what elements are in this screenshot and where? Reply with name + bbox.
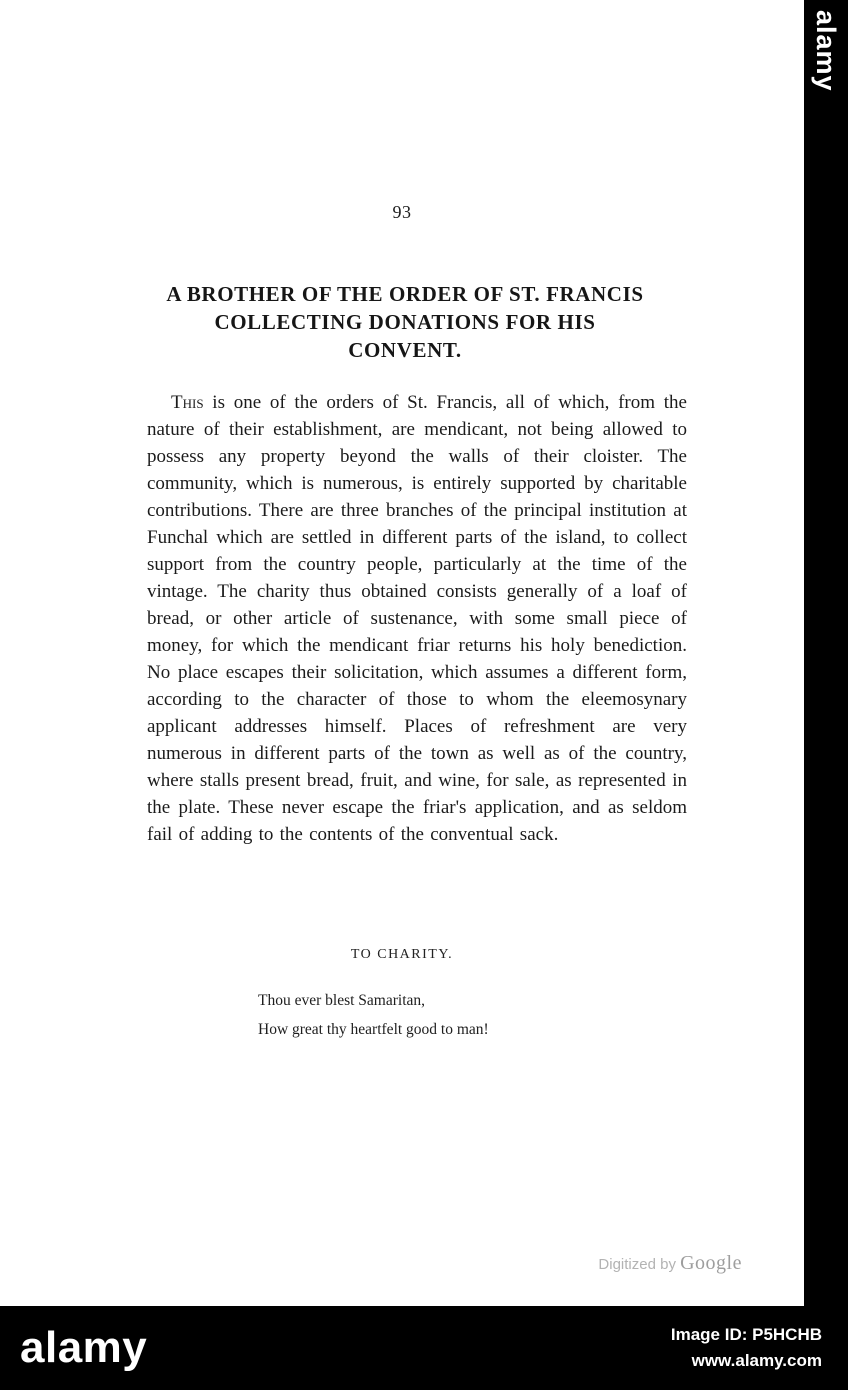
alamy-logo: alamy (20, 1323, 148, 1372)
alamy-side-bar (804, 0, 848, 1306)
alamy-image-meta (671, 1322, 822, 1374)
google-wordmark: Google (680, 1252, 742, 1274)
image-id-label: Image ID: P5HCHB (670, 1325, 822, 1344)
alamy-vertical-logo: alamy (811, 10, 841, 92)
poem-verse (258, 986, 489, 1044)
page-number: 93 (392, 202, 412, 222)
chapter-title-line-3: CONVENT. (348, 338, 462, 362)
digitized-by-text: Digitized by (598, 1256, 681, 1273)
body-paragraph-text: is one of the orders of St. Francis, all of which, from the nature of their establishment, are mendicant, not being allowed to possess any property beyond the walls of their cloister. The community, which is numerous, is entirely supported by charitable contributions. There are three branches of the principal institution at Funchal which are settled in different parts of the island, to collect support from the country people, particularly at the time of the vintage. The charity thus obtained consists generally of a loaf of bread, or other article of sustenance, with some small piece of money, for which the mendicant friar returns his holy benediction. No place escapes their solicitation, which assumes a different form, according to the character of those to whom the eleemosynary applicant addresses himself. Places of refreshment are very numerous in different parts of the town as well as of the country, where stalls present bread, fruit, and wine, for sale, as represented in the plate. These never escape the friar's application, and as seldom fail of adding to the contents of the conventual sack. (147, 392, 687, 845)
body-paragraph (147, 389, 687, 848)
chapter-title-line-2: COLLECTING DONATIONS FOR HIS (214, 310, 596, 334)
poem-heading: TO CHARITY. (350, 947, 454, 962)
poem-line-1: Thou ever blest Samaritan, (258, 992, 426, 1009)
alamy-website-url: www.alamy.com (691, 1351, 822, 1370)
lead-word: This (171, 392, 204, 413)
digitized-by-google-stamp (598, 1252, 742, 1275)
chapter-title (100, 280, 710, 364)
poem-line-2: How great thy heartfelt good to man! (258, 1021, 489, 1038)
alamy-bottom-bar (0, 1306, 848, 1390)
chapter-title-line-1: A BROTHER OF THE ORDER OF ST. FRANCIS (166, 282, 644, 306)
